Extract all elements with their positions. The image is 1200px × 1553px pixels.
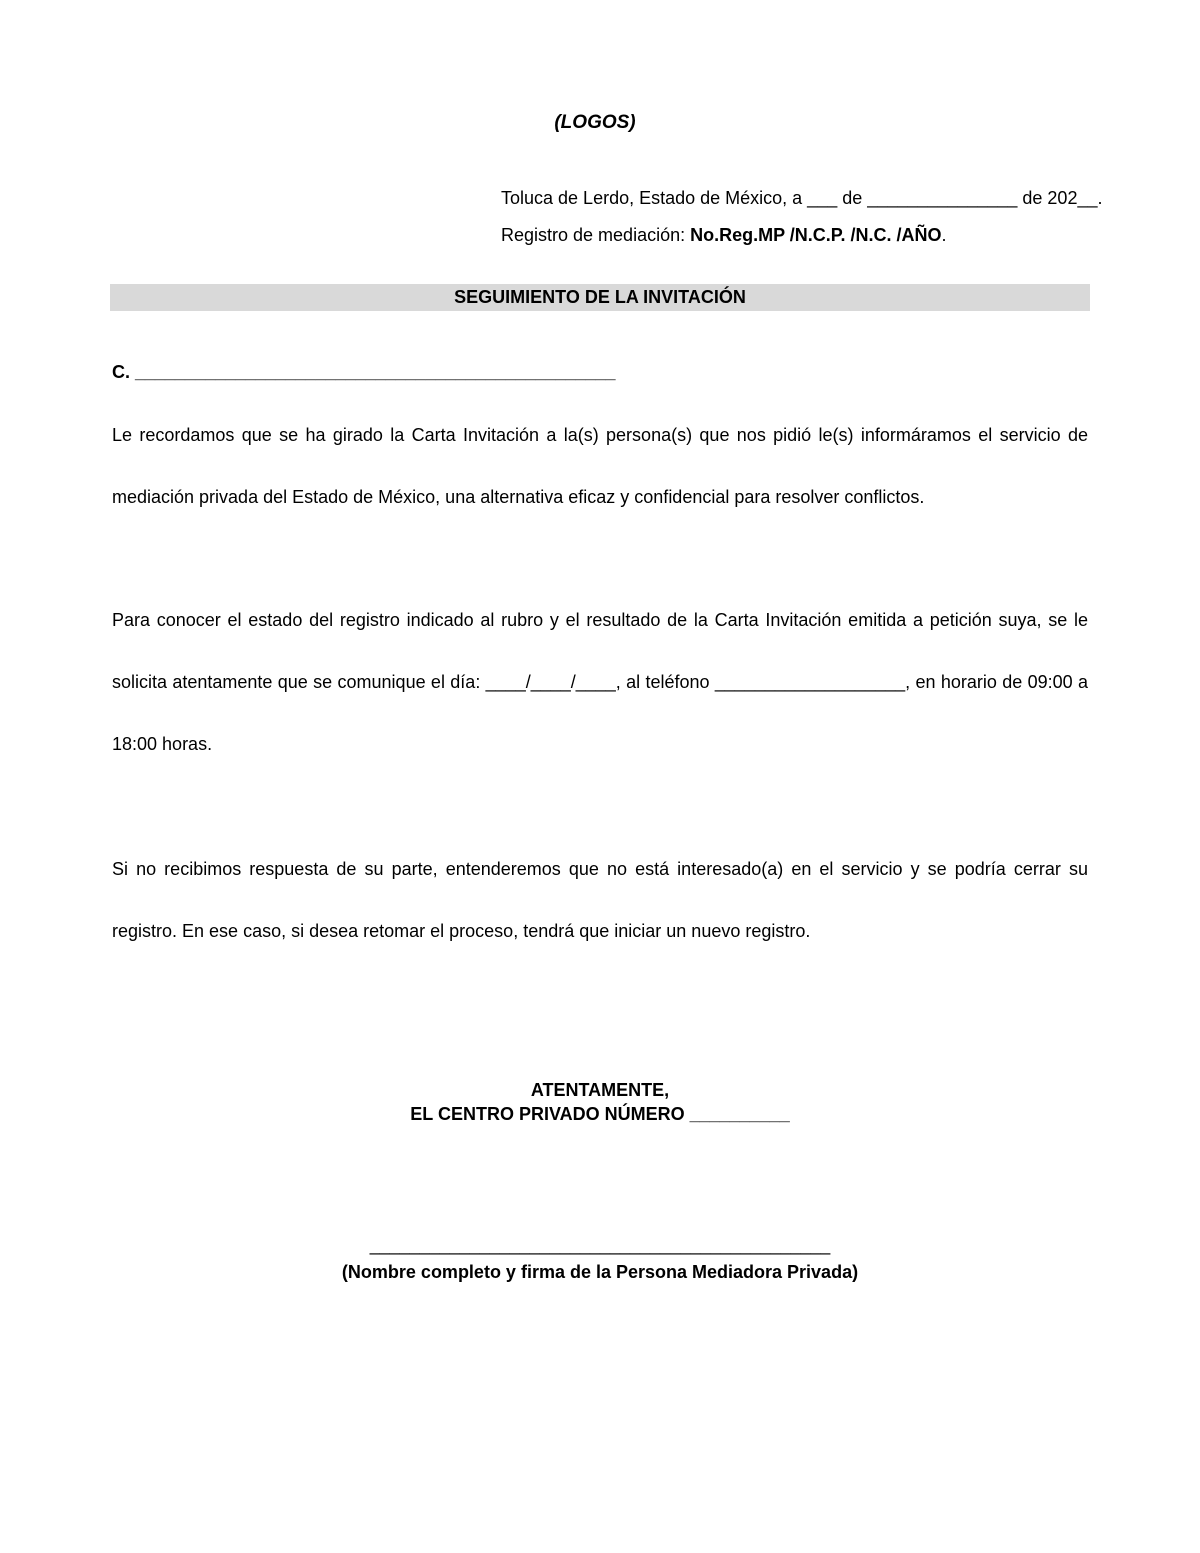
closing-centro-privado: EL CENTRO PRIVADO NÚMERO __________ (410, 1104, 790, 1124)
body-paragraph-3: Si no recibimos respuesta de su parte, entenderemos que no está interesado(a) en el servicio y se podría cerrar su registro. En ese caso, si desea retomar el proceso, tendrá que iniciar un nuevo registro. (112, 859, 1088, 941)
registro-label: Registro de mediación: (501, 225, 691, 245)
registro-end: . (941, 225, 947, 245)
recipient-line: C. ________________________________________________ (112, 362, 616, 382)
document-title: SEGUIMIENTO DE LA INVITACIÓN (454, 287, 746, 307)
body-paragraph-2: Para conocer el estado del registro indicado al rubro y el resultado de la Carta Invitación emitida a petición suya, se le solicita atentamente que se comunique el día: ____/____/____, al teléfono ___________________, en horario de 09:00 a 18:00 horas. (112, 610, 1088, 754)
registro-value: No.Reg.MP /N.C.P. /N.C. /AÑO (690, 225, 942, 245)
logos-placeholder: (LOGOS) (554, 112, 636, 133)
place-date-line: Toluca de Lerdo, Estado de México, a ___ de _______________ de 202__. (501, 188, 1103, 208)
signature-label: (Nombre completo y firma de la Persona Mediadora Privada) (341, 1262, 859, 1282)
body-paragraph-1: Le recordamos que se ha girado la Carta Invitación a la(s) persona(s) que nos pidió le(s) informáramos el servicio de mediación privada del Estado de México, una alternativa eficaz y confidencial para resolver conflictos. (112, 425, 1088, 507)
closing-atentamente: ATENTAMENTE, (530, 1080, 670, 1100)
signature-line: ______________________________________________ (369, 1235, 831, 1255)
registro-line (501, 225, 947, 246)
